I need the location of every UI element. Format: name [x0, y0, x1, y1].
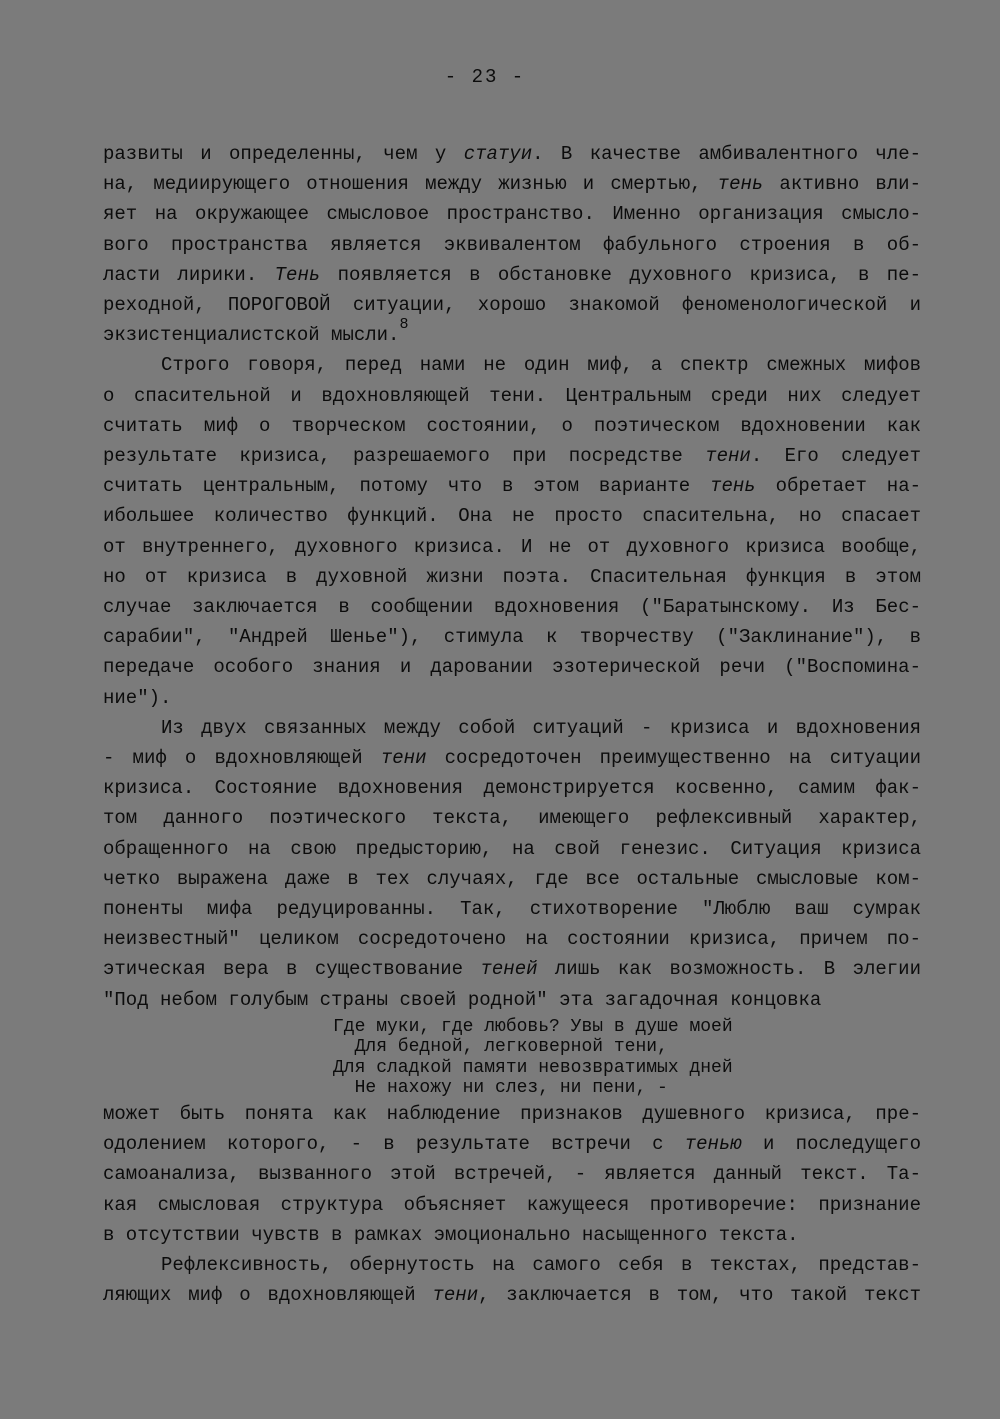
- text-run: . В качестве амбивалентного чле-: [532, 143, 922, 165]
- text-run: ляющих миф о вдохновляющей: [103, 1284, 433, 1307]
- text-run: - миф о вдохновляющей: [103, 747, 381, 770]
- italic-term: статуи: [463, 143, 533, 165]
- verse-line: Для бедной, легковерной тени,: [333, 1037, 668, 1058]
- text-line: [103, 441, 921, 471]
- text-run: лишь как возможность. В элегии: [537, 958, 921, 981]
- text-line: ние").: [103, 686, 172, 709]
- text-line: "Под небом голубым страны своей родной" эта загадочная концовка: [103, 988, 822, 1011]
- paragraph-1: [103, 139, 921, 350]
- footnote-marker: 8: [399, 316, 409, 334]
- italic-term: тень: [710, 475, 756, 498]
- verse-line: Для сладкой памяти невозвратимых дней: [333, 1057, 733, 1078]
- italic-term: тень: [717, 173, 764, 196]
- text-line: том данного поэтического текста, имеющего рефлексивный характер,: [103, 807, 921, 830]
- text-line: но от кризиса в духовной жизни поэта. Спасительная функция в этом: [103, 565, 921, 588]
- text-line: Из двух связанных между собой ситуаций - кризиса и вдохновения: [161, 716, 921, 739]
- text-line: кая смысловая структура объясняет кажущееся противоречие: признание: [103, 1193, 921, 1216]
- text-line: яет на окружающее смысловое пространство. Именно организация смысло-: [103, 203, 921, 226]
- text-line: [103, 743, 921, 773]
- text-line: [103, 260, 921, 290]
- text-run: развиты и определенны, чем у: [103, 143, 464, 165]
- paragraph-2: [103, 350, 921, 712]
- text-line: может быть понята как наблюдение признаков душевного кризиса, пре-: [103, 1102, 921, 1125]
- verse-line: Где муки, где любовь? Увы в душе моей: [333, 1016, 733, 1037]
- verse-quote: [333, 1017, 921, 1099]
- text-run: активно вли-: [763, 173, 921, 196]
- text-line: сарабии", "Андрей Шенье"), стимула к творчеству ("Заклинание"), в: [103, 626, 921, 649]
- text-line: [103, 1129, 921, 1159]
- text-line: обращенного на свою предысторию, на свой генезис. Ситуация кризиса: [103, 837, 921, 860]
- text-line: от внутреннего, духовного кризиса. И не от духовного кризиса вообще,: [103, 535, 921, 558]
- text-run: сосредоточен преимущественно на ситуации: [426, 747, 921, 770]
- italic-term: тени: [432, 1284, 479, 1307]
- verse-line: Не нахожу ни слез, ни пени, -: [333, 1078, 668, 1099]
- text-line: кризиса. Состояние вдохновения демонстрируется косвенно, самим фак-: [103, 777, 921, 800]
- italic-term: теней: [480, 958, 538, 981]
- paragraph-5: [103, 1250, 921, 1310]
- body-text: [103, 139, 921, 1310]
- text-run: результате кризиса, разрешаемого при посредстве: [103, 445, 706, 468]
- text-line: [103, 1280, 921, 1310]
- text-run: и последущего: [741, 1133, 921, 1156]
- italic-term: тени: [705, 445, 751, 468]
- text-run: считать центральным, потому что в этом варианте: [103, 475, 711, 498]
- paragraph-3: [103, 713, 921, 1015]
- text-run: на, медиирующего отношения между жизнью и смертью,: [103, 173, 718, 196]
- italic-term: тенью: [684, 1133, 742, 1156]
- text-line: случае заключается в сообщении вдохновения ("Баратынскому. Из Бес-: [103, 596, 921, 619]
- italic-term: тени: [380, 747, 427, 770]
- text-line: реходной, ПОРОГОВОЙ ситуации, хорошо знакомой феноменологической и: [103, 294, 921, 317]
- text-line: о спасительной и вдохновляющей тени. Центральным среди них следует: [103, 384, 921, 407]
- text-line: самоанализа, вызванного этой встречей, - является данный текст. Та-: [103, 1163, 921, 1186]
- text-line: [103, 954, 921, 984]
- paragraph-4: [103, 1099, 921, 1250]
- text-line: считать миф о творческом состоянии, о поэтическом вдохновении как: [103, 414, 921, 437]
- text-line: Рефлексивность, обернутость на самого себя в текстах, представ-: [161, 1253, 921, 1276]
- text-line: вого пространства является эквивалентом фабульного строения в об-: [103, 233, 921, 256]
- text-run: , заключается в том, что такой текст: [478, 1284, 921, 1307]
- text-line: Строго говоря, перед нами не один миф, а спектр смежных мифов: [161, 354, 921, 377]
- text-line: ибольшее количество функций. Она не просто спасительна, но спасает: [103, 505, 921, 528]
- text-line: в отсутствии чувств в рамках эмоционально насыщенного текста.: [103, 1223, 799, 1246]
- text-line: [103, 139, 921, 169]
- text-line: неизвестный" целиком сосредоточено на состоянии кризиса, причем по-: [103, 928, 921, 951]
- text-line: [103, 169, 921, 199]
- text-run: появляется в обстановке духовного кризиса, в пе-: [320, 263, 921, 286]
- italic-term: Тень: [274, 263, 321, 286]
- text-line: [103, 471, 921, 501]
- text-run: . Его следует: [750, 445, 921, 468]
- text-run: экзистенциалистской мысли.: [103, 324, 400, 347]
- text-line: передаче особого знания и даровании эзотерической речи ("Воспомина-: [103, 656, 921, 679]
- text-run: ласти лирики.: [103, 263, 275, 286]
- text-run: этическая вера в существование: [103, 958, 481, 981]
- text-line: четко выражена даже в тех случаях, где все остальные смысловые ком-: [103, 867, 921, 890]
- text-run: одолением которого, - в результате встречи с: [103, 1133, 685, 1156]
- text-line: поненты мифа редуцированны. Так, стихотворение "Люблю ваш сумрак: [103, 898, 921, 921]
- page-number: - 23 -: [444, 66, 526, 88]
- text-line: [103, 316, 921, 350]
- text-run: обретает на-: [755, 475, 921, 498]
